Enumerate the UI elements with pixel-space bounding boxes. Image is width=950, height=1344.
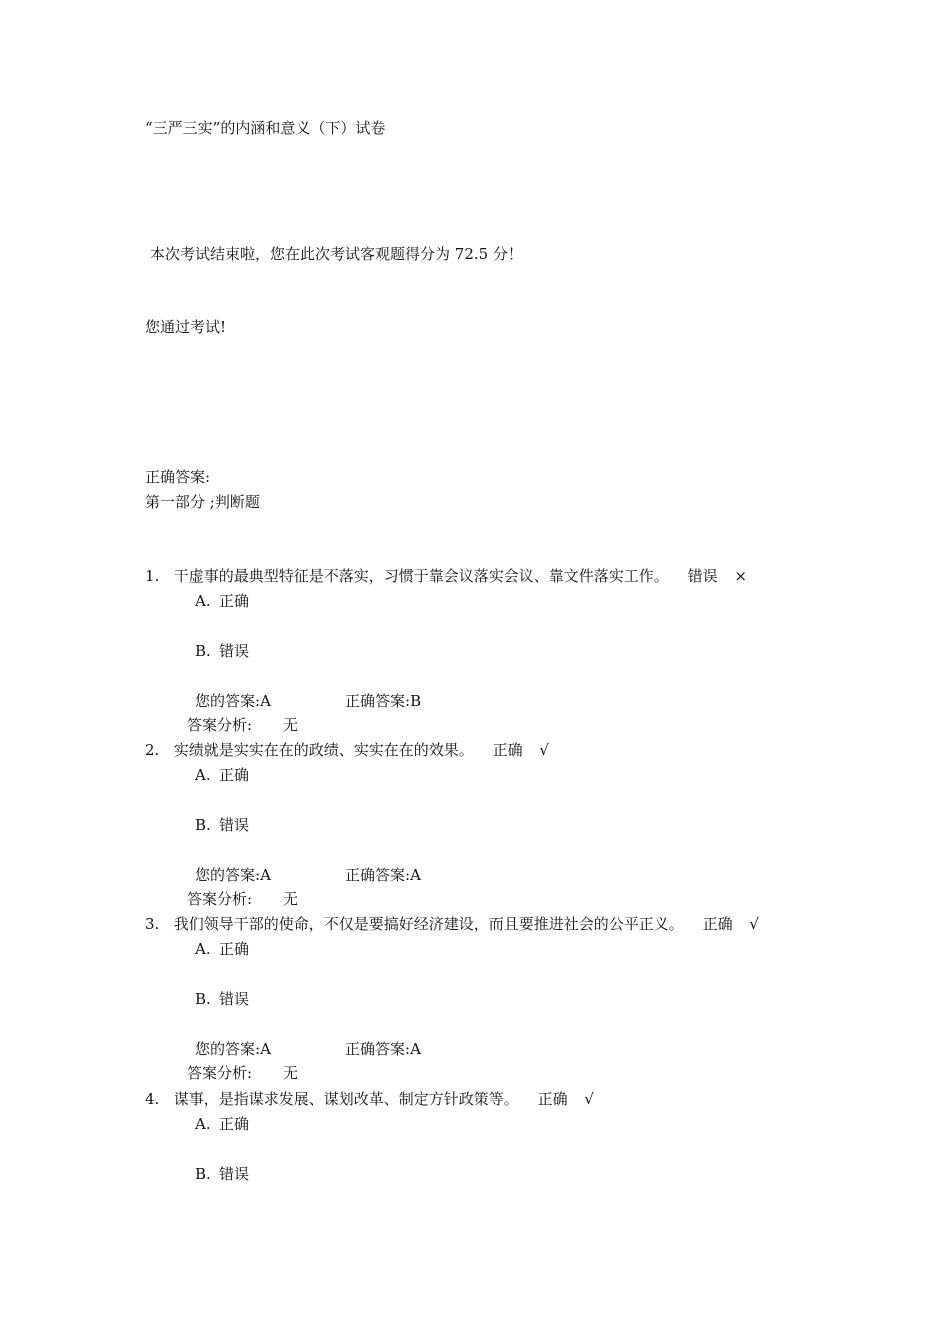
- question-text: 谋事，是指谋求发展、谋划改革、制定方针政策等。: [173, 1090, 519, 1108]
- question-status: 正确: [492, 741, 523, 759]
- pass-message: 您通过考试!: [145, 318, 227, 336]
- option-letter: A.: [195, 940, 211, 958]
- option-b: [195, 818, 249, 833]
- option-text: 错误: [219, 1165, 250, 1183]
- question-number: 2.: [145, 741, 160, 759]
- option-text: 正确: [219, 592, 250, 610]
- answers-header: 正确答案:: [145, 468, 211, 486]
- your-answer-line: [195, 1042, 271, 1057]
- question-number: 1.: [145, 567, 160, 585]
- wrong-mark-icon: ×: [734, 567, 747, 585]
- analysis-value: 无: [283, 1064, 299, 1082]
- analysis-label: 答案分析:: [187, 890, 253, 908]
- your-answer-label: 您的答案:: [195, 1040, 261, 1058]
- correct-answer-value: A: [410, 1040, 421, 1058]
- option-a: [195, 1117, 249, 1132]
- option-b: [195, 644, 249, 659]
- correct-answer-label: 正确答案:: [345, 866, 411, 884]
- analysis-value: 无: [283, 716, 299, 734]
- your-answer-value: A: [260, 866, 271, 884]
- check-mark-icon: √: [539, 741, 549, 759]
- question-text: 干虚事的最典型特征是不落实，习惯于靠会议落实会议、靠文件落实工作。: [173, 567, 669, 585]
- option-b: [195, 992, 249, 1007]
- your-answer-value: A: [260, 692, 271, 710]
- section-title: 第一部分 ;判断题: [145, 493, 260, 511]
- question-text: 我们领导干部的使命，不仅是要搞好经济建设，而且要推进社会的公平正义。: [173, 915, 684, 933]
- question-4: [145, 1092, 594, 1107]
- your-answer-label: 您的答案:: [195, 692, 261, 710]
- question-text: 实绩就是实实在在的政绩、实实在在的效果。: [173, 741, 474, 759]
- your-answer-line: [195, 868, 271, 883]
- question-number: 4.: [145, 1090, 160, 1108]
- analysis-value: 无: [283, 890, 299, 908]
- option-letter: B.: [195, 642, 211, 660]
- correct-answer-line: [345, 694, 421, 709]
- correct-answer-label: 正确答案:: [345, 1040, 411, 1058]
- question-2: [145, 743, 549, 758]
- option-text: 正确: [219, 1115, 250, 1133]
- question-3: [145, 917, 759, 932]
- question-status: 正确: [537, 1090, 568, 1108]
- option-text: 错误: [219, 642, 250, 660]
- option-letter: B.: [195, 816, 211, 834]
- option-text: 错误: [219, 816, 250, 834]
- document-title: “三严三实”的内涵和意义（下）试卷: [145, 119, 386, 137]
- analysis-label: 答案分析:: [187, 716, 253, 734]
- check-mark-icon: √: [584, 1090, 594, 1108]
- option-b: [195, 1167, 249, 1182]
- question-1: [145, 569, 747, 584]
- option-letter: A.: [195, 592, 211, 610]
- question-number: 3.: [145, 915, 160, 933]
- correct-answer-value: A: [410, 866, 421, 884]
- your-answer-label: 您的答案:: [195, 866, 261, 884]
- your-answer-value: A: [260, 1040, 271, 1058]
- option-text: 正确: [219, 940, 250, 958]
- correct-answer-line: [345, 868, 421, 883]
- option-a: [195, 942, 249, 957]
- correct-answer-value: B: [410, 692, 422, 710]
- option-letter: A.: [195, 766, 211, 784]
- option-a: [195, 594, 249, 609]
- score-message: 本次考试结束啦，您在此次考试客观题得分为 72.5 分！: [150, 245, 523, 263]
- check-mark-icon: √: [749, 915, 759, 933]
- question-status: 错误: [687, 567, 718, 585]
- analysis-label: 答案分析:: [187, 1064, 253, 1082]
- option-text: 正确: [219, 766, 250, 784]
- option-a: [195, 768, 249, 783]
- option-letter: B.: [195, 1165, 211, 1183]
- option-letter: B.: [195, 990, 211, 1008]
- correct-answer-line: [345, 1042, 421, 1057]
- question-status: 正确: [702, 915, 733, 933]
- correct-answer-label: 正确答案:: [345, 692, 411, 710]
- your-answer-line: [195, 694, 271, 709]
- option-text: 错误: [219, 990, 250, 1008]
- option-letter: A.: [195, 1115, 211, 1133]
